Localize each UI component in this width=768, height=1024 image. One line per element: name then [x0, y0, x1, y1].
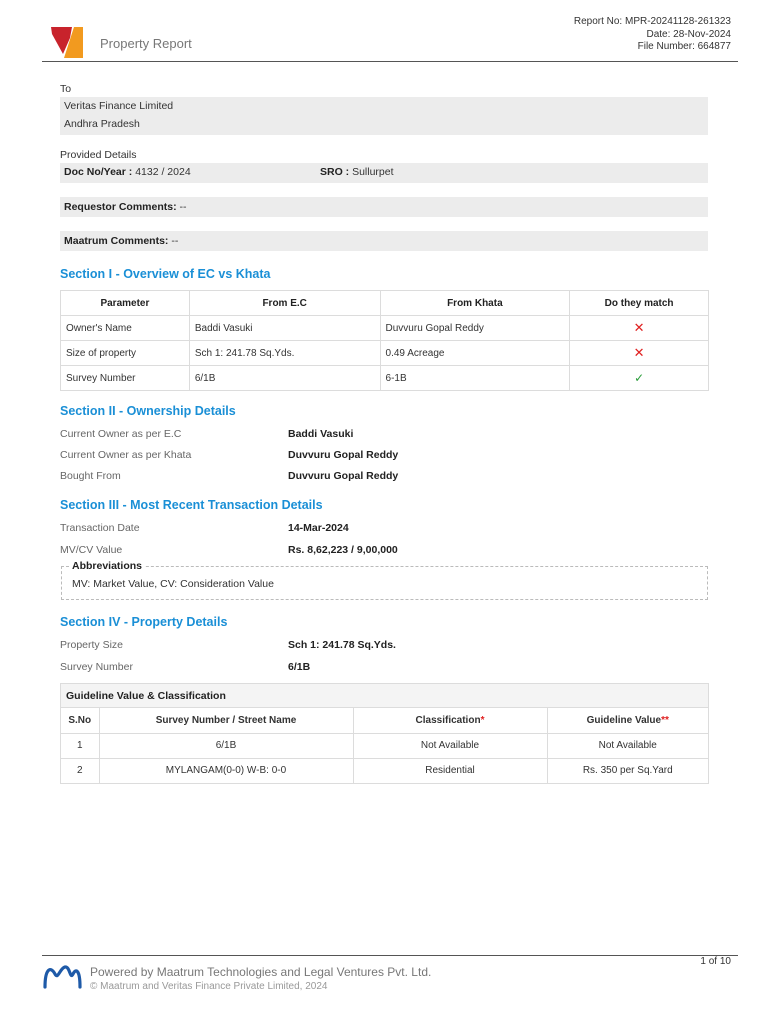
- abbreviations-title: Abbreviations: [72, 560, 143, 572]
- survey-number-label: Survey Number: [60, 661, 133, 673]
- report-header: [42, 12, 738, 62]
- maatrum-logo-icon: [42, 962, 84, 990]
- khata-cell: Duvvuru Gopal Reddy: [380, 316, 570, 341]
- file-number: File Number: 664877: [637, 41, 731, 52]
- match-cell: [570, 366, 709, 391]
- table-header-row: [61, 291, 709, 316]
- abbreviations-text: MV: Market Value, CV: Consideration Value: [72, 578, 274, 590]
- report-meta: [574, 16, 731, 54]
- owner-ec-value: Baddi Vasuki: [288, 428, 354, 440]
- guideline-value-cell: Not Available: [547, 733, 708, 758]
- survey-cell: MYLANGAM(0-0) W-B: 0-0: [99, 758, 353, 783]
- column-header: S.No: [61, 708, 99, 733]
- guideline-value-header-label: Guideline Value: [586, 714, 662, 726]
- transaction-date-value: 14-Mar-2024: [288, 522, 349, 534]
- report-title: Property Report: [100, 36, 192, 51]
- guideline-value-cell: Rs. 350 per Sq.Yard: [547, 758, 708, 783]
- addressee-line-2: Andhra Pradesh: [64, 118, 140, 130]
- mv-cv-label: MV/CV Value: [60, 544, 123, 556]
- cross-icon: ✕: [633, 320, 645, 335]
- section-4-title: Section IV - Property Details: [60, 615, 228, 629]
- table-row: [61, 758, 708, 783]
- column-header: [547, 708, 708, 733]
- sno-cell: 1: [61, 733, 99, 758]
- bought-from-label: Bought From: [60, 470, 121, 482]
- property-size-value: Sch 1: 241.78 Sq.Yds.: [288, 639, 396, 651]
- survey-cell: 6/1B: [99, 733, 353, 758]
- classification-header-label: Classification: [415, 714, 481, 726]
- footer-divider: [42, 955, 738, 956]
- section-3-title: Section III - Most Recent Transaction Details: [60, 498, 323, 512]
- column-header: Parameter: [61, 291, 190, 316]
- veritas-logo-icon: [50, 26, 84, 58]
- report-date: Date: 28-Nov-2024: [646, 28, 731, 40]
- report-number: Report No: MPR-20241128-261323: [573, 16, 731, 27]
- parameter-cell: Owner's Name: [61, 316, 190, 341]
- khata-cell: 0.49 Acreage: [380, 341, 570, 366]
- column-header: From Khata: [380, 291, 570, 316]
- owner-khata-value: Duvvuru Gopal Reddy: [288, 449, 399, 461]
- table-row: [61, 733, 708, 758]
- parameter-cell: Size of property: [61, 341, 190, 366]
- section-1-title: Section I - Overview of EC vs Khata: [60, 267, 271, 281]
- copyright-text: © Maatrum and Veritas Finance Private Limited, 2024: [90, 981, 328, 992]
- column-header: Survey Number / Street Name: [99, 708, 353, 733]
- match-cell: [570, 341, 709, 366]
- survey-number-value: 6/1B: [288, 661, 311, 673]
- maatrum-comments-box: [60, 231, 708, 251]
- classification-cell: Not Available: [353, 733, 547, 758]
- parameter-cell: Survey Number: [61, 366, 190, 391]
- checkmark-icon: ✓: [634, 371, 645, 385]
- provided-details-box: [60, 163, 708, 183]
- cross-icon: ✕: [633, 345, 645, 360]
- column-header: Do they match: [570, 291, 709, 316]
- mv-cv-value: Rs. 8,62,223 / 9,00,000: [288, 544, 398, 556]
- doc-no-value: 4132 / 2024: [132, 166, 191, 178]
- classification-cell: Residential: [353, 758, 547, 783]
- table-row: [61, 341, 709, 366]
- abbreviations-box: [61, 560, 708, 600]
- guideline-value-title: Guideline Value & Classification: [61, 684, 708, 708]
- column-header: [353, 708, 547, 733]
- doc-no-field: [64, 166, 191, 178]
- sro-field: [320, 166, 394, 178]
- ec-cell: Sch 1: 241.78 Sq.Yds.: [189, 341, 380, 366]
- addressee-line-1: Veritas Finance Limited: [64, 100, 174, 112]
- guideline-value-table: [61, 708, 708, 783]
- owner-khata-label: Current Owner as per Khata: [60, 449, 192, 461]
- powered-by-text: Powered by Maatrum Technologies and Legal Ventures Pvt. Ltd.: [90, 965, 432, 979]
- ec-cell: Baddi Vasuki: [189, 316, 380, 341]
- sro-value: Sullurpet: [349, 166, 394, 178]
- to-label: To: [60, 83, 72, 95]
- khata-cell: 6-1B: [380, 366, 570, 391]
- asterisk-mark: *: [480, 714, 485, 726]
- bought-from-value: Duvvuru Gopal Reddy: [288, 470, 399, 482]
- section-2-title: Section II - Ownership Details: [60, 404, 236, 418]
- table-header-row: [61, 708, 708, 733]
- maatrum-comments-label: Maatrum Comments:: [64, 235, 169, 247]
- maatrum-comments-value: --: [168, 235, 179, 247]
- table-row: [61, 316, 709, 341]
- requestor-comments-label: Requestor Comments:: [64, 201, 177, 213]
- transaction-date-label: Transaction Date: [60, 522, 140, 534]
- guideline-value-panel: [60, 683, 709, 784]
- owner-ec-label: Current Owner as per E.C: [60, 428, 182, 440]
- sno-cell: 2: [61, 758, 99, 783]
- table-row: [61, 366, 709, 391]
- ec-vs-khata-table: [60, 290, 709, 391]
- property-size-label: Property Size: [60, 639, 124, 651]
- double-asterisk-mark: **: [661, 714, 669, 726]
- column-header: From E.C: [189, 291, 380, 316]
- sro-label: SRO :: [320, 166, 350, 178]
- provided-details-label: Provided Details: [60, 149, 137, 161]
- doc-no-label: Doc No/Year :: [64, 166, 133, 178]
- page-number: 1 of 10: [700, 956, 731, 967]
- requestor-comments-value: --: [176, 201, 187, 213]
- addressee-box: [60, 97, 708, 135]
- ec-cell: 6/1B: [189, 366, 380, 391]
- match-cell: [570, 316, 709, 341]
- requestor-comments-box: [60, 197, 708, 217]
